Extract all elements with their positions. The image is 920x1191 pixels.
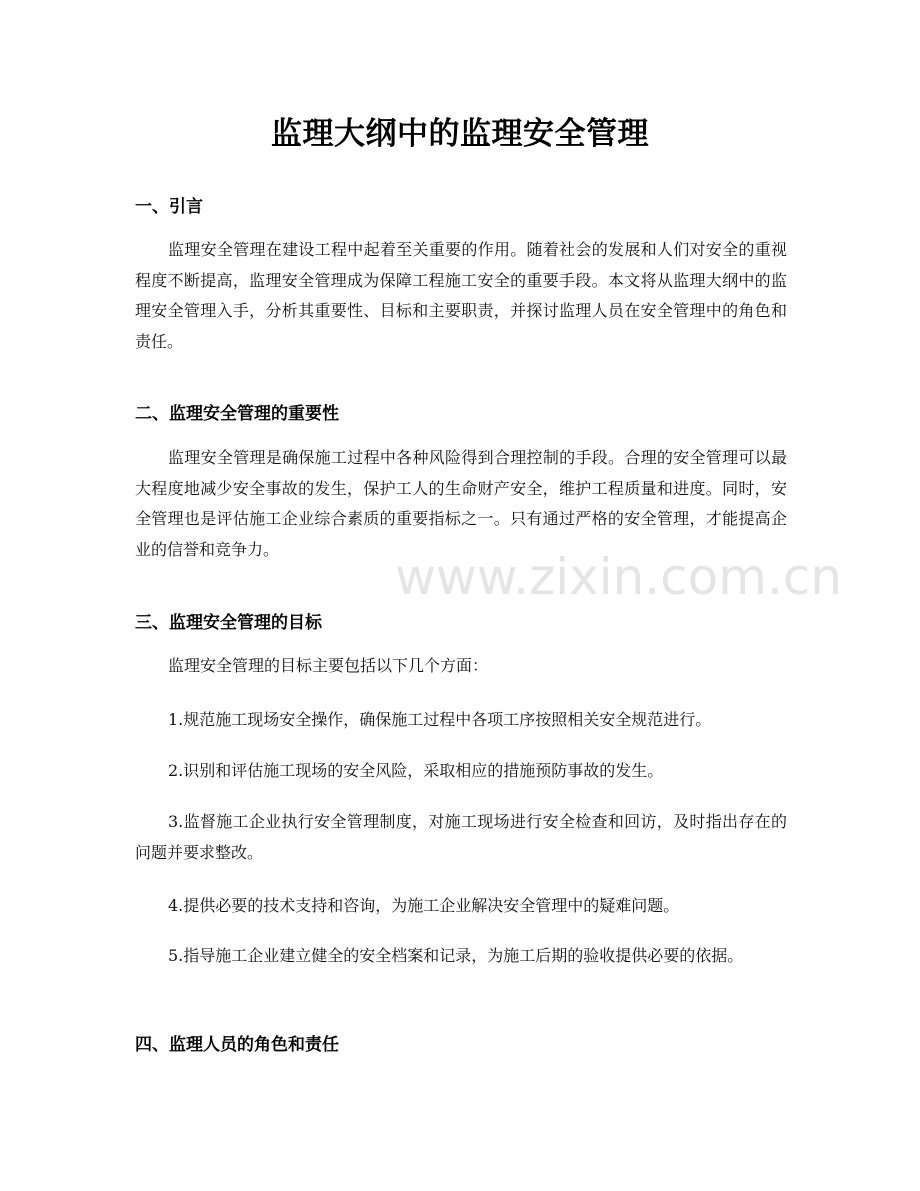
paragraph-goal-4: 4.提供必要的技术支持和咨询，为施工企业解决安全管理中的疑难问题。 xyxy=(168,896,680,915)
watermark: www.zixin.com.cn xyxy=(395,548,843,606)
paragraph-goal-1: 1.规范施工现场安全操作，确保施工过程中各项工序按照相关安全规范进行。 xyxy=(168,710,712,729)
paragraph-goals-intro: 监理安全管理的目标主要包括以下几个方面： xyxy=(168,656,489,675)
section-heading-roles: 四、监理人员的角色和责任 xyxy=(135,1035,339,1055)
section-heading-goals: 三、监理安全管理的目标 xyxy=(135,613,322,633)
paragraph-goal-3: 3.监督施工企业执行安全管理制度，对施工现场进行安全检查和回访，及时指出存在的问题并要求整改。 xyxy=(135,812,787,862)
paragraph-goal-5: 5.指导施工企业建立健全的安全档案和记录，为施工后期的验收提供必要的依据。 xyxy=(168,946,744,965)
section-heading-introduction: 一、引言 xyxy=(135,197,203,217)
paragraph-goal-2: 2.识别和评估施工现场的安全风险，采取相应的措施预防事故的发生。 xyxy=(168,761,664,780)
paragraph-introduction: 监理安全管理在建设工程中起着至关重要的作用。随着社会的发展和人们对安全的重视程度不断提高，监理安全管理成为保障工程施工安全的重要手段。本文将从监理大纲中的监理安全管理入手，分析其重要性、目标和主要职责，并探讨监理人员在安全管理中的角色和责任。 xyxy=(135,240,787,351)
document-title: 监理大纲中的监理安全管理 xyxy=(271,116,649,152)
paragraph-importance: 监理安全管理是确保施工过程中各种风险得到合理控制的手段。合理的安全管理可以最大程度地减少安全事故的发生，保护工人的生命财产安全，维护工程质量和进度。同时，安全管理也是评估施工企业综合素质的重要指标之一。只有通过严格的安全管理，才能提高企业的信誉和竞争力。 xyxy=(135,448,787,559)
section-heading-importance: 二、监理安全管理的重要性 xyxy=(135,404,339,424)
